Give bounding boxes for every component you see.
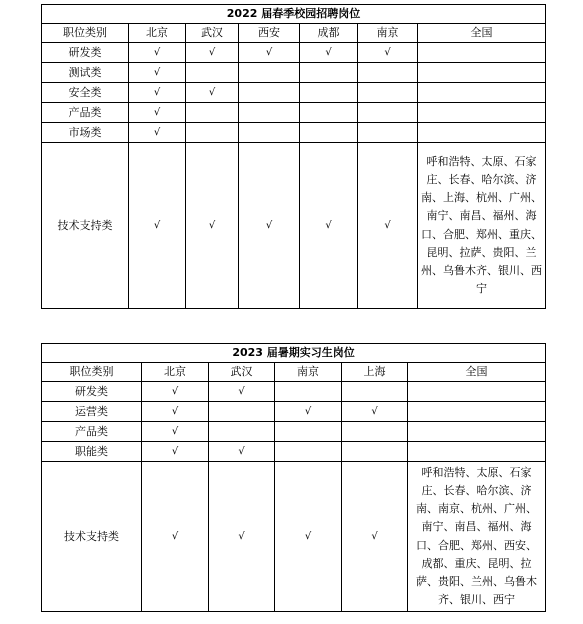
table-row xyxy=(42,123,546,143)
cell-mark xyxy=(275,442,342,462)
row-label: 技术支持类 xyxy=(42,143,129,309)
cell-mark xyxy=(186,143,239,309)
check-mark: √ xyxy=(171,426,179,437)
table-title: 2022 届春季校园招聘岗位 xyxy=(42,5,546,24)
check-mark: √ xyxy=(304,531,312,542)
nationwide-cell xyxy=(418,123,546,143)
cell-mark xyxy=(186,83,239,103)
cell-mark xyxy=(129,143,186,309)
table-row xyxy=(42,43,546,63)
cell-mark xyxy=(129,83,186,103)
check-mark: √ xyxy=(171,446,179,457)
check-mark: √ xyxy=(265,220,273,231)
check-mark: √ xyxy=(153,87,161,98)
cell-mark xyxy=(129,123,186,143)
nationwide-cell xyxy=(408,382,546,402)
check-mark: √ xyxy=(304,406,312,417)
nationwide-cell xyxy=(408,442,546,462)
check-mark: √ xyxy=(238,446,245,457)
cell-mark xyxy=(239,123,300,143)
column-header: 北京 xyxy=(142,363,209,382)
column-header: 南京 xyxy=(358,24,418,43)
cell-mark xyxy=(358,123,418,143)
table-row xyxy=(42,442,546,462)
table-2022-spring-campus-recruitment xyxy=(41,4,546,309)
row-label: 市场类 xyxy=(42,123,129,143)
column-header: 全国 xyxy=(408,363,546,382)
cell-mark xyxy=(300,143,358,309)
row-label: 技术支持类 xyxy=(42,462,142,612)
cell-mark xyxy=(239,143,300,309)
check-mark: √ xyxy=(325,47,332,58)
cell-mark xyxy=(209,402,275,422)
table-header-row xyxy=(42,24,546,43)
row-label: 运营类 xyxy=(42,402,142,422)
nationwide-cell xyxy=(418,63,546,83)
cell-mark xyxy=(239,63,300,83)
cell-mark xyxy=(186,43,239,63)
cell-mark xyxy=(300,123,358,143)
cell-mark xyxy=(358,43,418,63)
column-header: 职位类别 xyxy=(42,363,142,382)
cell-mark xyxy=(239,103,300,123)
cell-mark xyxy=(300,103,358,123)
column-header: 全国 xyxy=(418,24,546,43)
column-header: 北京 xyxy=(129,24,186,43)
cell-mark xyxy=(342,442,408,462)
check-mark: √ xyxy=(238,386,245,397)
cell-mark xyxy=(275,382,342,402)
check-mark: √ xyxy=(153,47,161,58)
row-label: 研发类 xyxy=(42,43,129,63)
table-row xyxy=(42,382,546,402)
cell-mark xyxy=(209,442,275,462)
row-label: 职能类 xyxy=(42,442,142,462)
check-mark: √ xyxy=(208,220,216,231)
check-mark: √ xyxy=(371,406,378,417)
column-header: 武汉 xyxy=(209,363,275,382)
check-mark: √ xyxy=(153,107,161,118)
check-mark: √ xyxy=(384,47,391,58)
cell-mark xyxy=(142,422,209,442)
column-header: 成都 xyxy=(300,24,358,43)
cell-mark xyxy=(358,63,418,83)
column-header: 西安 xyxy=(239,24,300,43)
table-row xyxy=(42,402,546,422)
table-2023-summer-internship xyxy=(41,343,546,612)
check-mark: √ xyxy=(208,47,216,58)
column-header: 南京 xyxy=(275,363,342,382)
nationwide-cell xyxy=(418,103,546,123)
cell-mark xyxy=(358,83,418,103)
check-mark: √ xyxy=(325,220,332,231)
cell-mark xyxy=(239,83,300,103)
table-row xyxy=(42,103,546,123)
cell-mark xyxy=(209,462,275,612)
cell-mark xyxy=(358,143,418,309)
row-label: 测试类 xyxy=(42,63,129,83)
column-header: 职位类别 xyxy=(42,24,129,43)
row-label: 产品类 xyxy=(42,422,142,442)
cell-mark xyxy=(239,43,300,63)
check-mark: √ xyxy=(153,127,161,138)
nationwide-cities: 呼和浩特、太原、石家庄、长春、哈尔滨、济南、上海、杭州、广州、南宁、南昌、福州、海口、合肥、郑州、重庆、昆明、拉萨、贵阳、兰州、乌鲁木齐、银川、西宁 xyxy=(418,143,546,309)
cell-mark xyxy=(129,43,186,63)
cell-mark xyxy=(142,442,209,462)
cell-mark xyxy=(342,462,408,612)
cell-mark xyxy=(129,63,186,83)
nationwide-cell xyxy=(418,43,546,63)
cell-mark xyxy=(275,402,342,422)
check-mark: √ xyxy=(238,531,245,542)
row-label: 产品类 xyxy=(42,103,129,123)
check-mark: √ xyxy=(153,220,161,231)
cell-mark xyxy=(342,382,408,402)
table-title: 2023 届暑期实习生岗位 xyxy=(42,344,546,363)
nationwide-cell xyxy=(418,83,546,103)
table-header-row xyxy=(42,363,546,382)
nationwide-cities: 呼和浩特、太原、石家庄、长春、哈尔滨、济南、南京、杭州、广州、南宁、南昌、福州、海口、合肥、郑州、西安、成都、重庆、昆明、拉萨、贵阳、兰州、乌鲁木齐、银川、西宁 xyxy=(408,462,546,612)
cell-mark xyxy=(342,402,408,422)
row-label: 研发类 xyxy=(42,382,142,402)
check-mark: √ xyxy=(171,406,179,417)
cell-mark xyxy=(275,422,342,442)
table-row xyxy=(42,143,546,309)
check-mark: √ xyxy=(371,531,378,542)
table-row xyxy=(42,422,546,442)
cell-mark xyxy=(186,63,239,83)
cell-mark xyxy=(186,123,239,143)
column-header: 武汉 xyxy=(186,24,239,43)
cell-mark xyxy=(209,422,275,442)
nationwide-cell xyxy=(408,422,546,442)
table-row xyxy=(42,63,546,83)
cell-mark xyxy=(142,402,209,422)
cell-mark xyxy=(342,422,408,442)
cell-mark xyxy=(142,462,209,612)
cell-mark xyxy=(186,103,239,123)
check-mark: √ xyxy=(384,220,391,231)
cell-mark xyxy=(300,83,358,103)
nationwide-cell xyxy=(408,402,546,422)
check-mark: √ xyxy=(265,47,273,58)
cell-mark xyxy=(300,63,358,83)
cell-mark xyxy=(129,103,186,123)
check-mark: √ xyxy=(171,531,179,542)
table-row xyxy=(42,462,546,612)
cell-mark xyxy=(209,382,275,402)
check-mark: √ xyxy=(153,67,161,78)
cell-mark xyxy=(142,382,209,402)
cell-mark xyxy=(358,103,418,123)
cell-mark xyxy=(275,462,342,612)
column-header: 上海 xyxy=(342,363,408,382)
check-mark: √ xyxy=(208,87,216,98)
cell-mark xyxy=(300,43,358,63)
table-row xyxy=(42,83,546,103)
row-label: 安全类 xyxy=(42,83,129,103)
check-mark: √ xyxy=(171,386,179,397)
